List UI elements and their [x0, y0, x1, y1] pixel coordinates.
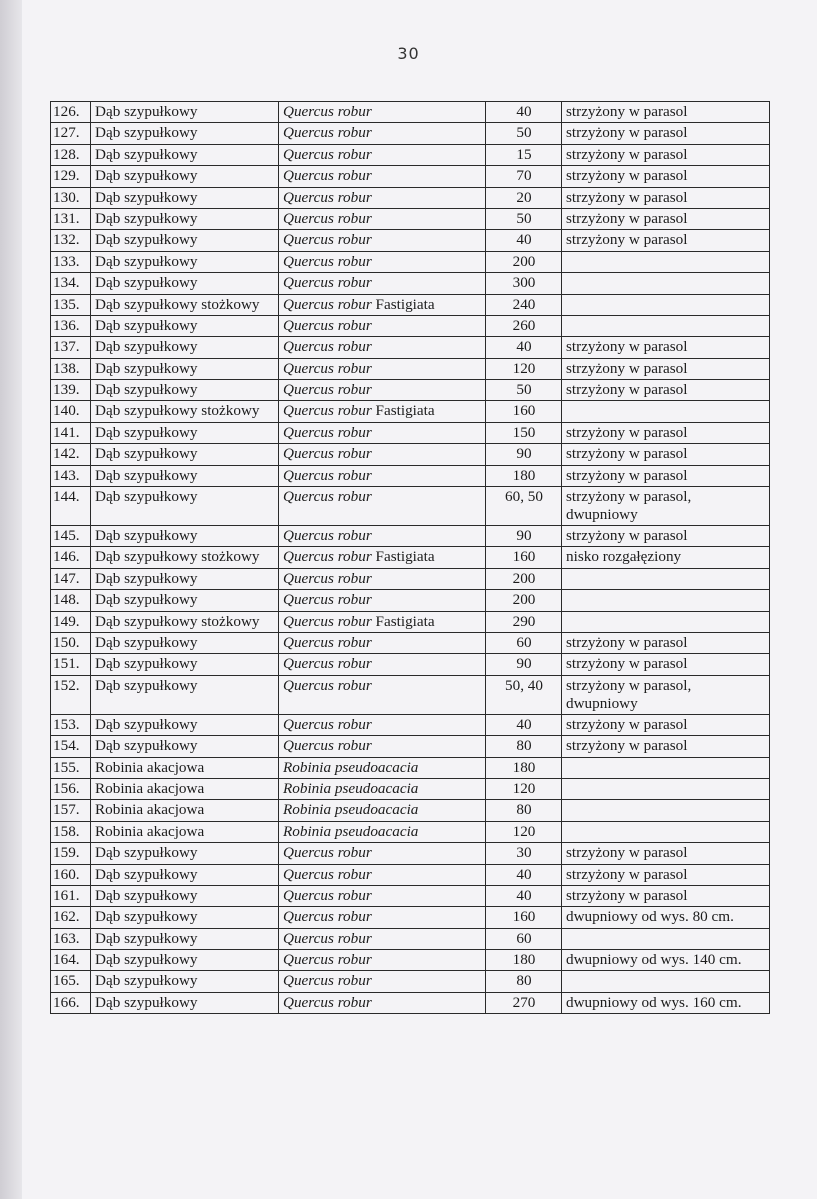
- row-number: 157.: [51, 800, 91, 821]
- row-number: 132.: [51, 230, 91, 251]
- polish-name: Dąb szypułkowy: [91, 208, 279, 229]
- polish-name: Dąb szypułkowy: [91, 380, 279, 401]
- latin-name: [279, 465, 486, 486]
- row-number: 153.: [51, 714, 91, 735]
- row-number: 161.: [51, 885, 91, 906]
- remarks: strzyżony w parasol: [562, 885, 770, 906]
- latin-name: [279, 907, 486, 928]
- polish-name: Robinia akacjowa: [91, 778, 279, 799]
- latin-name: [279, 928, 486, 949]
- latin-species: Robinia pseudoacacia: [283, 758, 419, 776]
- row-number: 143.: [51, 465, 91, 486]
- latin-name: [279, 208, 486, 229]
- remarks: strzyżony w parasol, dwupniowy: [562, 487, 770, 526]
- latin-species: Quercus robur: [283, 338, 372, 356]
- cultivar-name: Fastigiata: [375, 548, 435, 566]
- remarks: strzyżony w parasol: [562, 123, 770, 144]
- latin-species: Quercus robur: [283, 316, 372, 334]
- row-number: 165.: [51, 971, 91, 992]
- latin-species: Quercus robur: [283, 124, 372, 142]
- latin-species: Quercus robur: [283, 103, 372, 120]
- latin-name: [279, 800, 486, 821]
- tree-inventory-table: [50, 101, 770, 1014]
- row-number: 145.: [51, 526, 91, 547]
- row-number: 136.: [51, 315, 91, 336]
- latin-species: Quercus robur: [283, 209, 372, 227]
- table-row: [51, 422, 770, 443]
- table-row: [51, 821, 770, 842]
- trunk-circumference: 20: [486, 187, 562, 208]
- table-row: [51, 736, 770, 757]
- trunk-circumference: 80: [486, 800, 562, 821]
- table-row: [51, 632, 770, 653]
- row-number: 158.: [51, 821, 91, 842]
- trunk-circumference: 90: [486, 654, 562, 675]
- latin-species: Quercus robur: [283, 252, 372, 270]
- trunk-circumference: 60: [486, 928, 562, 949]
- row-number: 155.: [51, 757, 91, 778]
- row-number: 149.: [51, 611, 91, 632]
- polish-name: Dąb szypułkowy: [91, 590, 279, 611]
- polish-name: Dąb szypułkowy: [91, 526, 279, 547]
- polish-name: Dąb szypułkowy: [91, 907, 279, 928]
- row-number: 129.: [51, 166, 91, 187]
- latin-name: [279, 294, 486, 315]
- table-row: [51, 123, 770, 144]
- polish-name: Dąb szypułkowy: [91, 358, 279, 379]
- latin-name: [279, 778, 486, 799]
- latin-species: Quercus robur: [283, 612, 372, 630]
- polish-name: Dąb szypułkowy: [91, 444, 279, 465]
- polish-name: Dąb szypułkowy: [91, 864, 279, 885]
- latin-species: Quercus robur: [283, 548, 372, 566]
- latin-species: Quercus robur: [283, 844, 372, 862]
- row-number: 164.: [51, 950, 91, 971]
- polish-name: Dąb szypułkowy: [91, 123, 279, 144]
- table-row: [51, 714, 770, 735]
- remarks: strzyżony w parasol: [562, 144, 770, 165]
- remarks: [562, 928, 770, 949]
- row-number: 151.: [51, 654, 91, 675]
- row-number: 152.: [51, 675, 91, 714]
- table-row: [51, 757, 770, 778]
- latin-name: [279, 757, 486, 778]
- table-row: [51, 465, 770, 486]
- latin-name: [279, 971, 486, 992]
- polish-name: Dąb szypułkowy: [91, 736, 279, 757]
- table-row: [51, 907, 770, 928]
- trunk-circumference: 180: [486, 465, 562, 486]
- latin-species: Quercus robur: [283, 676, 372, 694]
- table-row: [51, 928, 770, 949]
- trunk-circumference: 240: [486, 294, 562, 315]
- trunk-circumference: 50: [486, 208, 562, 229]
- table-row: [51, 778, 770, 799]
- latin-name: [279, 632, 486, 653]
- remarks: [562, 611, 770, 632]
- remarks: strzyżony w parasol: [562, 444, 770, 465]
- polish-name: Dąb szypułkowy: [91, 230, 279, 251]
- trunk-circumference: 300: [486, 273, 562, 294]
- remarks: strzyżony w parasol: [562, 465, 770, 486]
- latin-species: Quercus robur: [283, 231, 372, 249]
- latin-species: Quercus robur: [283, 715, 372, 733]
- remarks: strzyżony w parasol: [562, 843, 770, 864]
- polish-name: Dąb szypułkowy: [91, 675, 279, 714]
- latin-species: Quercus robur: [283, 381, 372, 399]
- remarks: [562, 778, 770, 799]
- remarks: strzyżony w parasol: [562, 337, 770, 358]
- polish-name: Dąb szypułkowy: [91, 843, 279, 864]
- remarks: [562, 273, 770, 294]
- trunk-circumference: 120: [486, 358, 562, 379]
- row-number: 126.: [51, 102, 91, 123]
- row-number: 135.: [51, 294, 91, 315]
- latin-species: Quercus robur: [283, 569, 372, 587]
- latin-species: Quercus robur: [283, 402, 372, 420]
- cultivar-name: Fastigiata: [375, 295, 435, 313]
- table-row: [51, 590, 770, 611]
- remarks: strzyżony w parasol: [562, 208, 770, 229]
- trunk-circumference: 40: [486, 714, 562, 735]
- polish-name: Dąb szypułkowy: [91, 950, 279, 971]
- table-row: [51, 800, 770, 821]
- remarks: strzyżony w parasol: [562, 358, 770, 379]
- polish-name: Robinia akacjowa: [91, 757, 279, 778]
- latin-name: [279, 187, 486, 208]
- remarks: strzyżony w parasol: [562, 187, 770, 208]
- table-row: [51, 187, 770, 208]
- latin-name: [279, 422, 486, 443]
- latin-species: Quercus robur: [283, 951, 372, 969]
- latin-species: Quercus robur: [283, 886, 372, 904]
- latin-species: Quercus robur: [283, 488, 372, 506]
- trunk-circumference: 60: [486, 632, 562, 653]
- row-number: 127.: [51, 123, 91, 144]
- row-number: 128.: [51, 144, 91, 165]
- table-body: [51, 102, 770, 1014]
- trunk-circumference: 40: [486, 864, 562, 885]
- polish-name: Dąb szypułkowy: [91, 144, 279, 165]
- trunk-circumference: 70: [486, 166, 562, 187]
- trunk-circumference: 40: [486, 102, 562, 123]
- row-number: 141.: [51, 422, 91, 443]
- polish-name: Dąb szypułkowy: [91, 251, 279, 272]
- polish-name: Dąb szypułkowy stożkowy: [91, 611, 279, 632]
- table-row: [51, 230, 770, 251]
- remarks: strzyżony w parasol: [562, 736, 770, 757]
- remarks: strzyżony w parasol: [562, 864, 770, 885]
- trunk-circumference: 120: [486, 821, 562, 842]
- row-number: 160.: [51, 864, 91, 885]
- latin-name: [279, 611, 486, 632]
- table-row: [51, 358, 770, 379]
- table-row: [51, 208, 770, 229]
- latin-species: Quercus robur: [283, 145, 372, 163]
- trunk-circumference: 40: [486, 230, 562, 251]
- latin-name: [279, 547, 486, 568]
- table-row: [51, 444, 770, 465]
- table-row: [51, 950, 770, 971]
- polish-name: Dąb szypułkowy: [91, 187, 279, 208]
- cultivar-name: Fastigiata: [375, 402, 435, 420]
- table-row: [51, 992, 770, 1013]
- row-number: 139.: [51, 380, 91, 401]
- table-row: [51, 294, 770, 315]
- polish-name: Dąb szypułkowy: [91, 714, 279, 735]
- table-row: [51, 102, 770, 123]
- latin-species: Quercus robur: [283, 423, 372, 441]
- latin-species: Quercus robur: [283, 295, 372, 313]
- latin-name: [279, 315, 486, 336]
- table-row: [51, 337, 770, 358]
- row-number: 137.: [51, 337, 91, 358]
- polish-name: Robinia akacjowa: [91, 800, 279, 821]
- table-row: [51, 971, 770, 992]
- latin-species: Quercus robur: [283, 737, 372, 755]
- trunk-circumference: 160: [486, 907, 562, 928]
- latin-name: [279, 821, 486, 842]
- table-row: [51, 251, 770, 272]
- polish-name: Dąb szypułkowy stożkowy: [91, 294, 279, 315]
- table-row: [51, 166, 770, 187]
- row-number: 144.: [51, 487, 91, 526]
- remarks: dwupniowy od wys. 80 cm.: [562, 907, 770, 928]
- row-number: 131.: [51, 208, 91, 229]
- polish-name: Dąb szypułkowy: [91, 102, 279, 123]
- polish-name: Dąb szypułkowy: [91, 422, 279, 443]
- trunk-circumference: 200: [486, 590, 562, 611]
- remarks: [562, 590, 770, 611]
- remarks: nisko rozgałęziony: [562, 547, 770, 568]
- page-number: 30: [397, 44, 420, 63]
- table-row: [51, 568, 770, 589]
- polish-name: Dąb szypułkowy: [91, 885, 279, 906]
- latin-name: [279, 102, 486, 123]
- latin-name: [279, 568, 486, 589]
- row-number: 138.: [51, 358, 91, 379]
- remarks: strzyżony w parasol: [562, 632, 770, 653]
- latin-name: [279, 444, 486, 465]
- row-number: 134.: [51, 273, 91, 294]
- latin-species: Quercus robur: [283, 633, 372, 651]
- latin-species: Quercus robur: [283, 972, 372, 990]
- latin-name: [279, 273, 486, 294]
- latin-species: Quercus robur: [283, 865, 372, 883]
- latin-name: [279, 654, 486, 675]
- latin-name: [279, 950, 486, 971]
- table-row: [51, 675, 770, 714]
- row-number: 146.: [51, 547, 91, 568]
- latin-species: Quercus robur: [283, 188, 372, 206]
- trunk-circumference: 60, 50: [486, 487, 562, 526]
- polish-name: Dąb szypułkowy: [91, 568, 279, 589]
- remarks: strzyżony w parasol: [562, 654, 770, 675]
- table-row: [51, 654, 770, 675]
- row-number: 150.: [51, 632, 91, 653]
- table-row: [51, 315, 770, 336]
- remarks: [562, 568, 770, 589]
- latin-name: [279, 843, 486, 864]
- remarks: strzyżony w parasol: [562, 714, 770, 735]
- trunk-circumference: 120: [486, 778, 562, 799]
- remarks: dwupniowy od wys. 160 cm.: [562, 992, 770, 1013]
- polish-name: Dąb szypułkowy: [91, 337, 279, 358]
- trunk-circumference: 160: [486, 401, 562, 422]
- trunk-circumference: 180: [486, 950, 562, 971]
- remarks: [562, 315, 770, 336]
- trunk-circumference: 180: [486, 757, 562, 778]
- latin-name: [279, 885, 486, 906]
- latin-species: Robinia pseudoacacia: [283, 822, 419, 840]
- table-row: [51, 380, 770, 401]
- polish-name: Robinia akacjowa: [91, 821, 279, 842]
- polish-name: Dąb szypułkowy: [91, 971, 279, 992]
- remarks: [562, 251, 770, 272]
- row-number: 147.: [51, 568, 91, 589]
- polish-name: Dąb szypułkowy: [91, 654, 279, 675]
- remarks: [562, 971, 770, 992]
- trunk-circumference: 50: [486, 380, 562, 401]
- trunk-circumference: 80: [486, 971, 562, 992]
- latin-name: [279, 526, 486, 547]
- row-number: 162.: [51, 907, 91, 928]
- latin-name: [279, 380, 486, 401]
- latin-name: [279, 166, 486, 187]
- polish-name: Dąb szypułkowy stożkowy: [91, 547, 279, 568]
- latin-name: [279, 123, 486, 144]
- table-row: [51, 885, 770, 906]
- latin-name: [279, 992, 486, 1013]
- row-number: 166.: [51, 992, 91, 1013]
- trunk-circumference: 160: [486, 547, 562, 568]
- trunk-circumference: 200: [486, 251, 562, 272]
- trunk-circumference: 40: [486, 337, 562, 358]
- table-row: [51, 864, 770, 885]
- table-row: [51, 144, 770, 165]
- trunk-circumference: 150: [486, 422, 562, 443]
- trunk-circumference: 50, 40: [486, 675, 562, 714]
- remarks: strzyżony w parasol: [562, 166, 770, 187]
- latin-name: [279, 714, 486, 735]
- row-number: 159.: [51, 843, 91, 864]
- row-number: 163.: [51, 928, 91, 949]
- latin-species: Quercus robur: [283, 655, 372, 673]
- latin-name: [279, 337, 486, 358]
- trunk-circumference: 260: [486, 315, 562, 336]
- latin-name: [279, 144, 486, 165]
- table-row: [51, 547, 770, 568]
- latin-name: [279, 675, 486, 714]
- remarks: [562, 401, 770, 422]
- row-number: 130.: [51, 187, 91, 208]
- polish-name: Dąb szypułkowy: [91, 315, 279, 336]
- polish-name: Dąb szypułkowy: [91, 487, 279, 526]
- book-spine-shadow: [0, 0, 22, 1199]
- trunk-circumference: 30: [486, 843, 562, 864]
- trunk-circumference: 270: [486, 992, 562, 1013]
- trunk-circumference: 200: [486, 568, 562, 589]
- remarks: [562, 294, 770, 315]
- row-number: 140.: [51, 401, 91, 422]
- remarks: dwupniowy od wys. 140 cm.: [562, 950, 770, 971]
- row-number: 154.: [51, 736, 91, 757]
- polish-name: Dąb szypułkowy: [91, 992, 279, 1013]
- trunk-circumference: 90: [486, 526, 562, 547]
- remarks: [562, 821, 770, 842]
- latin-name: [279, 864, 486, 885]
- trunk-circumference: 90: [486, 444, 562, 465]
- latin-species: Robinia pseudoacacia: [283, 801, 419, 819]
- remarks: strzyżony w parasol: [562, 422, 770, 443]
- table-row: [51, 611, 770, 632]
- latin-species: Quercus robur: [283, 929, 372, 947]
- trunk-circumference: 15: [486, 144, 562, 165]
- remarks: strzyżony w parasol: [562, 380, 770, 401]
- latin-species: Quercus robur: [283, 445, 372, 463]
- remarks: strzyżony w parasol, dwupniowy: [562, 675, 770, 714]
- polish-name: Dąb szypułkowy: [91, 166, 279, 187]
- latin-species: Robinia pseudoacacia: [283, 779, 419, 797]
- polish-name: Dąb szypułkowy: [91, 273, 279, 294]
- latin-species: Quercus robur: [283, 908, 372, 926]
- table-row: [51, 843, 770, 864]
- remarks: [562, 800, 770, 821]
- latin-species: Quercus robur: [283, 274, 372, 292]
- row-number: 148.: [51, 590, 91, 611]
- latin-name: [279, 401, 486, 422]
- latin-name: [279, 736, 486, 757]
- table-row: [51, 273, 770, 294]
- table-row: [51, 487, 770, 526]
- row-number: 142.: [51, 444, 91, 465]
- latin-species: Quercus robur: [283, 527, 372, 545]
- trunk-circumference: 290: [486, 611, 562, 632]
- latin-name: [279, 487, 486, 526]
- trunk-circumference: 50: [486, 123, 562, 144]
- latin-species: Quercus robur: [283, 993, 372, 1011]
- latin-name: [279, 251, 486, 272]
- trunk-circumference: 80: [486, 736, 562, 757]
- latin-species: Quercus robur: [283, 591, 372, 609]
- remarks: strzyżony w parasol: [562, 102, 770, 123]
- remarks: [562, 757, 770, 778]
- polish-name: Dąb szypułkowy: [91, 465, 279, 486]
- latin-name: [279, 590, 486, 611]
- trunk-circumference: 40: [486, 885, 562, 906]
- table-row: [51, 401, 770, 422]
- polish-name: Dąb szypułkowy: [91, 928, 279, 949]
- cultivar-name: Fastigiata: [375, 612, 435, 630]
- polish-name: Dąb szypułkowy stożkowy: [91, 401, 279, 422]
- latin-species: Quercus robur: [283, 466, 372, 484]
- row-number: 156.: [51, 778, 91, 799]
- table-row: [51, 526, 770, 547]
- latin-species: Quercus robur: [283, 167, 372, 185]
- latin-species: Quercus robur: [283, 359, 372, 377]
- polish-name: Dąb szypułkowy: [91, 632, 279, 653]
- row-number: 133.: [51, 251, 91, 272]
- remarks: strzyżony w parasol: [562, 526, 770, 547]
- latin-name: [279, 358, 486, 379]
- remarks: strzyżony w parasol: [562, 230, 770, 251]
- latin-name: [279, 230, 486, 251]
